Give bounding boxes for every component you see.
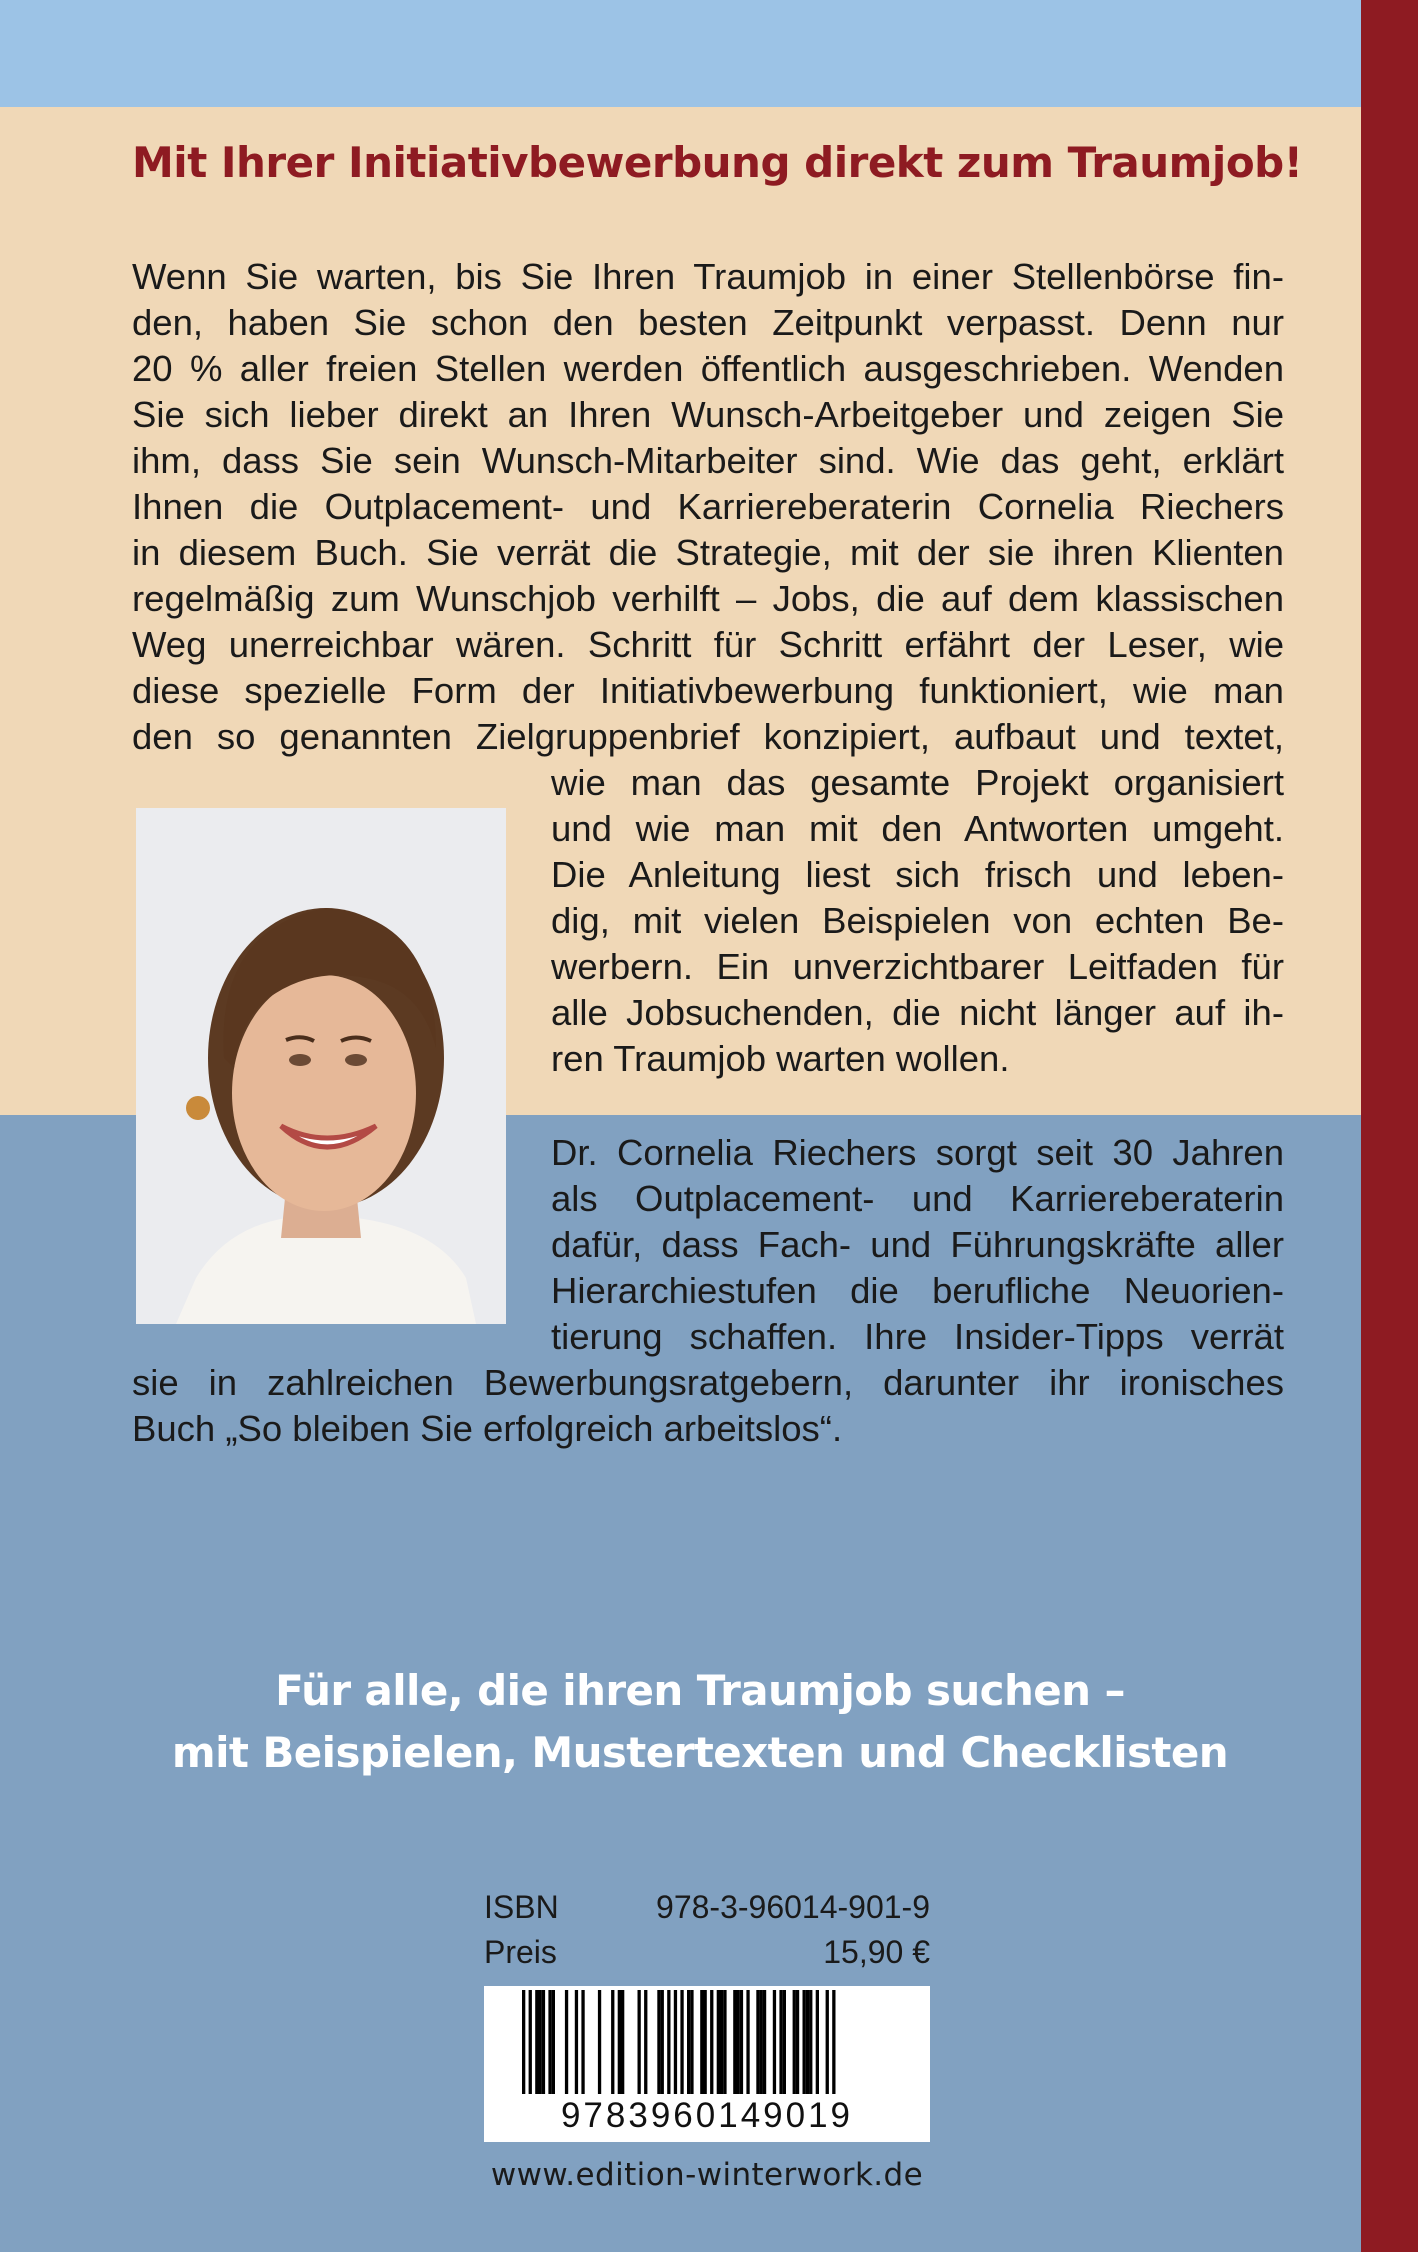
- isbn-price-block: [484, 1885, 930, 1975]
- intro-line: in diesem Buch. Sie verrät die Strategie, mit der sie ihren Klienten: [132, 532, 1284, 573]
- author-line: tierung schaffen. Ihre Insider-Tipps verrät: [551, 1316, 1284, 1357]
- barcode-bar: [529, 1990, 532, 2094]
- intro-line: werbern. Ein unverzichtbarer Leitfaden für: [551, 946, 1284, 987]
- tagline: [110, 1660, 1290, 1784]
- author-line: Hierarchiestufen die berufliche Neuorien-: [551, 1270, 1284, 1311]
- barcode-bar: [644, 1990, 647, 2094]
- barcode-bar: [552, 1990, 555, 2094]
- barcode-bar: [704, 1990, 707, 2094]
- barcode-bar: [740, 1990, 743, 2094]
- barcode-bar: [803, 1990, 806, 2094]
- barcode-bar: [581, 1990, 584, 2094]
- barcode-bar: [763, 1990, 766, 2094]
- barcode-bar: [690, 1990, 693, 2094]
- price-label: Preis: [484, 1934, 557, 1970]
- barcode-bar: [535, 1990, 538, 2094]
- barcode-bar: [621, 1990, 624, 2094]
- barcode-digits: 9783960149019: [560, 2096, 854, 2135]
- intro-paragraph: [132, 254, 1284, 760]
- barcode-bar: [717, 1990, 720, 2094]
- barcode-bar: [575, 1990, 578, 2094]
- intro-line: 20 % aller freien Stellen werden öffentlich ausgeschrieben. Wenden: [132, 348, 1284, 389]
- intro-paragraph-wrap: [551, 760, 1284, 1082]
- barcode: [484, 1986, 930, 2142]
- price-value: 15,90 €: [823, 1934, 930, 1970]
- barcode-bar: [618, 1990, 621, 2094]
- author-line: sie in zahlreichen Bewerbungsratgebern, darunter ihr ironisches: [132, 1362, 1284, 1403]
- barcode-bar: [611, 1990, 614, 2094]
- intro-line: alle Jobsuchenden, die nicht länger auf ih-: [551, 992, 1284, 1033]
- barcode-bars: [484, 1986, 930, 2098]
- author-photo: [136, 808, 506, 1324]
- author-line: als Outplacement- und Karriereberaterin: [551, 1178, 1284, 1219]
- author-bio-full: [132, 1360, 1284, 1452]
- intro-line: Die Anleitung liest sich frisch und leben-: [551, 854, 1284, 895]
- barcode-bar: [680, 1990, 683, 2094]
- intro-line: dig, mit vielen Beispielen von echten Be-: [551, 900, 1284, 941]
- price-row: [484, 1930, 930, 1975]
- author-line: Buch „So bleiben Sie erfolgreich arbeitslos“.: [132, 1408, 843, 1449]
- author-line: dafür, dass Fach- und Führungskräfte aller: [551, 1224, 1284, 1265]
- barcode-bar: [733, 1990, 736, 2094]
- barcode-bar: [565, 1990, 568, 2094]
- spine-strip: [1361, 0, 1418, 2252]
- barcode-bar: [700, 1990, 703, 2094]
- barcode-bar: [667, 1990, 670, 2094]
- barcode-bar: [783, 1990, 786, 2094]
- barcode-bar: [598, 1990, 601, 2094]
- barcode-bar: [674, 1990, 677, 2094]
- barcode-bar: [720, 1990, 723, 2094]
- isbn-label: ISBN: [484, 1889, 559, 1925]
- barcode-bar: [746, 1990, 749, 2094]
- isbn-row: [484, 1885, 930, 1930]
- intro-line: regelmäßig zum Wunschjob verhilft – Jobs, die auf dem klassischen: [132, 578, 1284, 619]
- barcode-bar: [723, 1990, 726, 2094]
- author-line: Dr. Cornelia Riechers sorgt seit 30 Jahren: [551, 1132, 1284, 1173]
- intro-line: den so genannten Zielgruppenbrief konzipiert, aufbaut und textet,: [132, 716, 1284, 757]
- barcode-bar: [737, 1990, 740, 2094]
- top-color-band: [0, 0, 1361, 107]
- barcode-bar: [806, 1990, 809, 2094]
- intro-line: Weg unerreichbar wären. Schritt für Schritt erfährt der Leser, wie: [132, 624, 1284, 665]
- author-portrait-illustration: [136, 808, 506, 1324]
- intro-line: den, haben Sie schon den besten Zeitpunkt verpasst. Denn nur: [132, 302, 1284, 343]
- intro-line: Sie sich lieber direkt an Ihren Wunsch-Arbeitgeber und zeigen Sie: [132, 394, 1284, 435]
- barcode-bar: [760, 1990, 763, 2094]
- intro-line: Ihnen die Outplacement- und Karriereberaterin Cornelia Riechers: [132, 486, 1284, 527]
- barcode-bar: [796, 1990, 799, 2094]
- barcode-bar: [710, 1990, 713, 2094]
- barcode-bar: [809, 1990, 812, 2094]
- cover-headline: Mit Ihrer Initiativbewerbung direkt zum Traumjob!: [132, 138, 1303, 187]
- barcode-bar: [756, 1990, 759, 2094]
- author-bio-wrap: [551, 1130, 1284, 1360]
- isbn-value: 978-3-96014-901-9: [656, 1889, 930, 1925]
- barcode-bar: [832, 1990, 835, 2094]
- intro-line: wie man das gesamte Projekt organisiert: [551, 762, 1284, 803]
- barcode-bar: [638, 1990, 641, 2094]
- barcode-bar: [773, 1990, 776, 2094]
- intro-line: und wie man mit den Antworten umgeht.: [551, 808, 1284, 849]
- intro-line: diese spezielle Form der Initiativbewerbung funktioniert, wie man: [132, 670, 1284, 711]
- intro-line: ren Traumjob warten wollen.: [551, 1038, 1010, 1079]
- publisher-website: www.edition-winterwork.de: [490, 2157, 924, 2193]
- barcode-bar: [687, 1990, 690, 2094]
- barcode-bar: [816, 1990, 819, 2094]
- intro-line: ihm, dass Sie sein Wunsch-Mitarbeiter sind. Wie das geht, erklärt: [132, 440, 1284, 481]
- barcode-bar: [542, 1990, 545, 2094]
- barcode-bar: [548, 1990, 551, 2094]
- barcode-bar: [779, 1990, 782, 2094]
- tagline-line: Für alle, die ihren Traumjob suchen –: [275, 1666, 1125, 1715]
- barcode-bar: [826, 1990, 829, 2094]
- barcode-bar: [522, 1990, 525, 2094]
- barcode-bar: [793, 1990, 796, 2094]
- barcode-bar: [661, 1990, 664, 2094]
- barcode-bar: [657, 1990, 660, 2094]
- tagline-line: mit Beispielen, Mustertexten und Checklisten: [171, 1728, 1229, 1777]
- barcode-bar: [539, 1990, 542, 2094]
- intro-line: Wenn Sie warten, bis Sie Ihren Traumjob in einer Stellenbörse fin-: [132, 256, 1284, 297]
